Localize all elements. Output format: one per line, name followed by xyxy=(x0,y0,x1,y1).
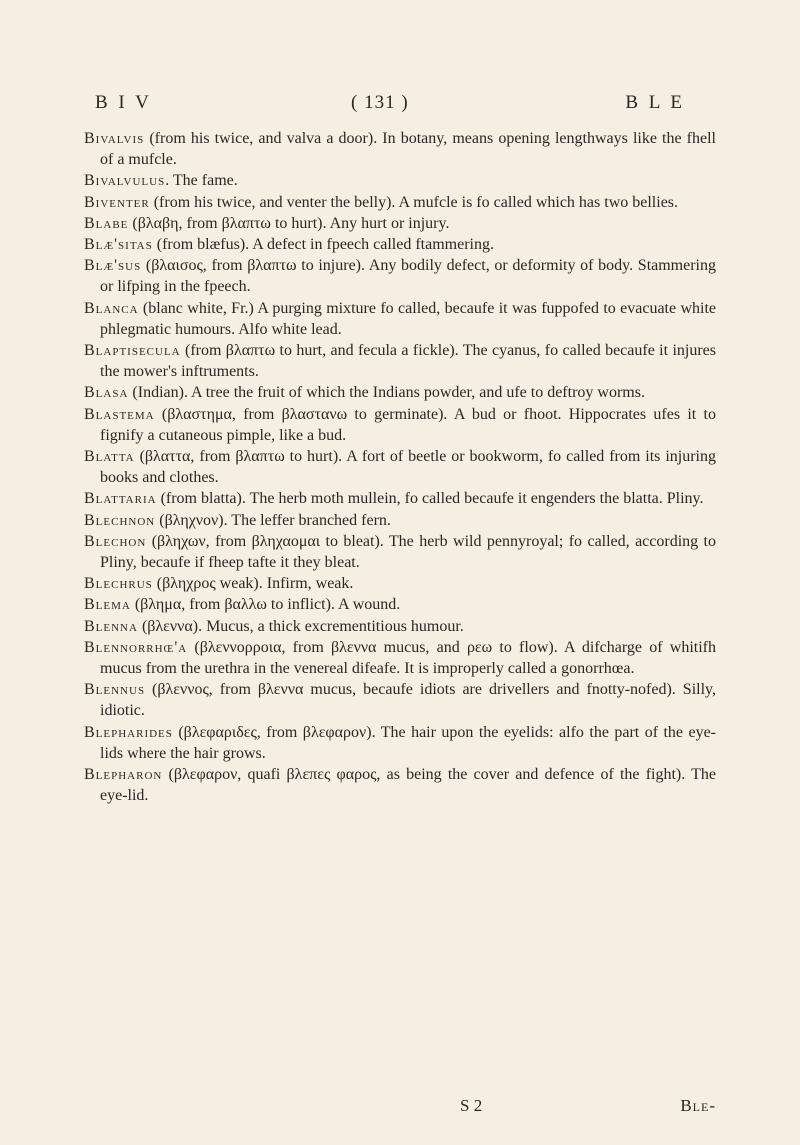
entry-definition: . The fame. xyxy=(165,172,238,190)
dictionary-entries xyxy=(84,128,716,807)
dictionary-entry xyxy=(84,382,716,403)
dictionary-entry xyxy=(84,637,716,679)
entry-headword: Blema xyxy=(84,596,131,614)
entry-headword: Blenna xyxy=(84,617,138,635)
entry-headword: Blastema xyxy=(84,405,155,423)
entry-definition: (βληχρος weak). Infirm, weak. xyxy=(152,575,354,593)
entry-definition: (Indian). A tree the fruit of which the Indians powder, and ufe to deftroy worms. xyxy=(128,384,645,402)
entry-definition: (βλεφαριδες, from βλεφαρον). The hair upon the eyelids: alfo the part of the eye-lids where the hair grows. xyxy=(100,723,716,762)
entry-headword: Blanca xyxy=(84,299,139,317)
entry-headword: Blæ'sus xyxy=(84,257,142,275)
entry-definition: (βλεννος, from βλεννα mucus, becaufe idiots are drivellers and fnotty-nofed). Silly, idiotic. xyxy=(100,681,716,720)
header-left: B I V xyxy=(95,92,152,113)
header-right: B L E xyxy=(625,92,685,113)
entry-headword: Blattaria xyxy=(84,490,157,508)
running-header xyxy=(95,92,685,118)
dictionary-entry xyxy=(84,255,716,297)
catchword: Ble- xyxy=(680,1096,716,1115)
entry-definition: (βληχνον). The leffer branched fern. xyxy=(155,511,391,529)
dictionary-entry xyxy=(84,298,716,340)
entry-headword: Blasa xyxy=(84,384,129,402)
dictionary-entry xyxy=(84,213,716,234)
entry-headword: Blechnon xyxy=(84,511,156,529)
dictionary-entry xyxy=(84,679,716,721)
entry-headword: Blechon xyxy=(84,532,147,550)
entry-definition: (βλαστημα, from βλαστανω to germinate). A bud or fhoot. Hippocrates ufes it to fignify a cutaneous pimple, like a bud. xyxy=(100,405,716,444)
entry-definition: (from βλαπτω to hurt, and fecula a fickle). The cyanus, fo called becaufe it injures the mower's inftruments. xyxy=(100,342,716,381)
dictionary-entry xyxy=(84,404,716,446)
entry-headword: Blæ'sitas xyxy=(84,236,153,254)
entry-headword: Bivalvis xyxy=(84,130,145,147)
dictionary-entry xyxy=(84,488,716,509)
entry-definition: (βλαττα, from βλαπτω to hurt). A fort of beetle or bookworm, fo called from its injuring books and clothes. xyxy=(100,448,716,487)
entry-definition: (βλαβη, from βλαπτω to hurt). Any hurt or injury. xyxy=(128,214,450,232)
entry-definition: (βλεφαρον, quafi βλεπες φαρος, as being the cover and defence of the fight). The eye-lid. xyxy=(100,766,716,805)
dictionary-entry xyxy=(84,510,716,531)
entry-headword: Blaptisecula xyxy=(84,342,181,360)
dictionary-entry xyxy=(84,170,716,191)
entry-headword: Blennorrhœ'a xyxy=(84,638,188,656)
dictionary-entry xyxy=(84,616,716,637)
entry-definition: (from blatta). The herb moth mullein, fo called becaufe it engenders the blatta. Pliny. xyxy=(156,490,704,508)
dictionary-entry xyxy=(84,446,716,488)
dictionary-entry xyxy=(84,573,716,594)
entry-definition: (βληχων, from βληχαομαι to bleat). The herb wild pennyroyal; fo called, according to Pliny, becaufe if fheep tafte it they bleat. xyxy=(100,532,716,572)
dictionary-entry xyxy=(84,722,716,764)
entry-headword: Bivalvulus xyxy=(84,172,166,190)
entry-definition: (from his twice, and valva a door). In botany, means opening lengthways like the fhell of a mufcle. xyxy=(100,130,716,169)
entry-definition: (blanc white, Fr.) A purging mixture fo called, becaufe it was fuppofed to evacuate white phlegmatic humours. Alfo white lead. xyxy=(100,299,716,338)
entry-definition: (βλαισος, from βλαπτω to injure). Any bodily defect, or deformity of body. Stammering or lifping in the fpeech. xyxy=(100,257,716,296)
entry-definition: (βλεννα). Mucus, a thick excrementitious humour. xyxy=(137,617,464,635)
signature-mark: S 2 xyxy=(460,1096,483,1115)
entry-headword: Blabe xyxy=(84,214,129,232)
dictionary-entry xyxy=(84,764,716,806)
entry-definition: (from his twice, and venter the belly). A mufcle is fo called which has two bellies. xyxy=(149,193,679,211)
page-footer xyxy=(84,1096,716,1120)
entry-headword: Blennus xyxy=(84,681,146,699)
dictionary-entry xyxy=(84,192,716,213)
entry-headword: Biventer xyxy=(84,193,150,211)
dictionary-entry xyxy=(84,234,716,255)
entry-headword: Blepharon xyxy=(84,766,163,784)
page-number: ( 131 ) xyxy=(351,92,409,113)
dictionary-entry xyxy=(84,128,716,170)
entry-headword: Blatta xyxy=(84,448,135,466)
entry-definition: (from blæfus). A defect in fpeech called ftammering. xyxy=(152,236,494,254)
entry-definition: (βλημα, from βαλλω to inflict). A wound. xyxy=(130,596,401,614)
dictionary-entry xyxy=(84,594,716,615)
dictionary-entry xyxy=(84,340,716,382)
entry-headword: Blepharides xyxy=(84,723,173,741)
entry-definition: (βλεννορροια, from βλεννα mucus, and ρεω to flow). A difcharge of whitifh mucus from the urethra in the venereal difeafe. It is improperly called a gonorrhœa. xyxy=(100,638,716,678)
dictionary-entry xyxy=(84,531,716,573)
entry-headword: Blechrus xyxy=(84,575,153,593)
